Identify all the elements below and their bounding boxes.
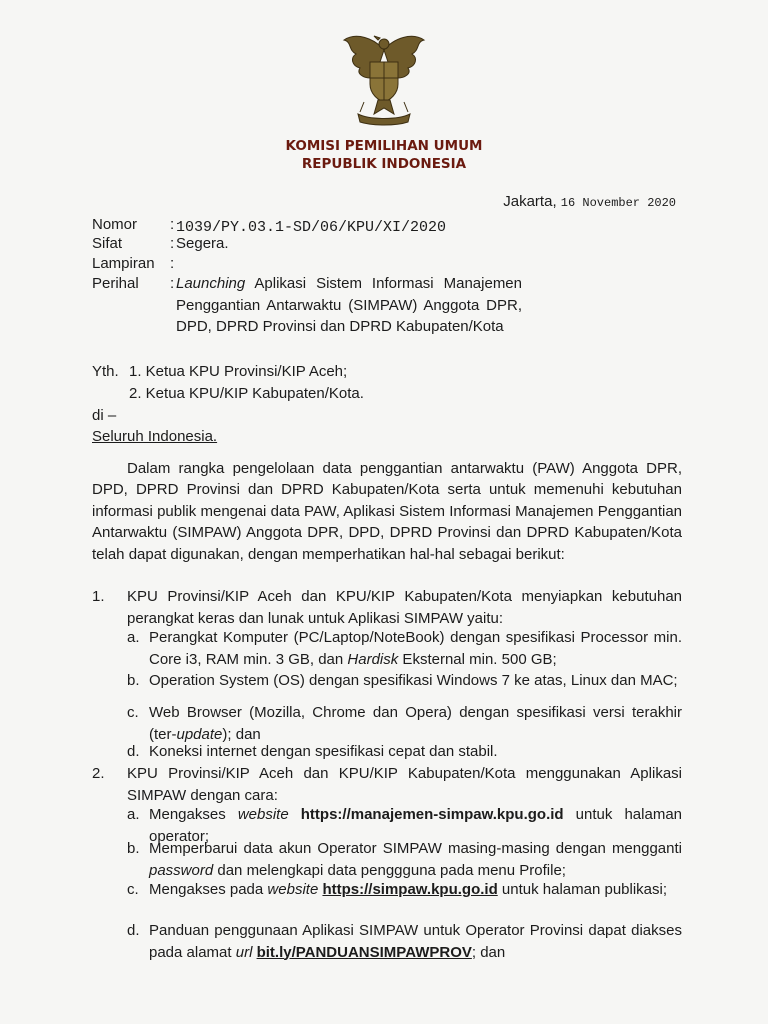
- date-value: 16 November 2020: [560, 196, 676, 210]
- item-1c-label: c.: [127, 704, 139, 721]
- item-2-number: 2.: [92, 765, 105, 782]
- nomor-value: 1039/PY.03.1-SD/06/KPU/XI/2020: [176, 219, 447, 236]
- item-2c-text: Mengakses pada website https://simpaw.kpu.go.id untuk halaman publikasi;: [149, 881, 668, 898]
- item-2d-label: d.: [127, 922, 140, 939]
- recipient-1: 1. Ketua KPU Provinsi/KIP Aceh;: [129, 363, 348, 380]
- item-1-number: 1.: [92, 588, 105, 605]
- address-place: Seluruh Indonesia.: [92, 428, 218, 445]
- garuda-emblem-icon: [334, 28, 434, 128]
- perihal-value: [176, 273, 522, 338]
- intro-paragraph: Dalam rangka pengelolaan data penggantian antarwaktu (PAW) Anggota DPR, DPD, DPRD Provinsi dan DPRD Kabupaten/Kota serta untuk memenuhi kebutuhan informasi publik mengenai data PAW, Aplikasi Sistem Informasi Manajemen Penggantian Antarwaktu (SIMPAW) Anggota DPR, DPD, DPRD Provinsi dan DPRD Kabupaten/Kota telah dapat digunakan, dengan memperhatikan hal-hal sebagai berikut:: [92, 460, 682, 563]
- item-2b-label: b.: [127, 840, 140, 857]
- item-1b-text: Operation System (OS) dengan spesifikasi Windows 7 ke atas, Linux dan MAC;: [149, 672, 678, 689]
- item-1c-text: Web Browser (Mozilla, Chrome dan Opera) dengan spesifikasi versi terakhir (ter-update); dan: [149, 704, 682, 743]
- item-1d-label: d.: [127, 743, 140, 760]
- item-1-text: KPU Provinsi/KIP Aceh dan KPU/KIP Kabupaten/Kota menyiapkan kebutuhan perangkat keras dan lunak untuk Aplikasi SIMPAW yaitu:: [127, 588, 682, 627]
- item-2b-text: Memperbarui data akun Operator SIMPAW masing-masing dengan mengganti password dan melengkapi data penggguna pada menu Profile;: [149, 840, 682, 879]
- item-1a-label: a.: [127, 629, 140, 646]
- perihal-colon: :: [170, 275, 175, 292]
- item-2-text: KPU Provinsi/KIP Aceh dan KPU/KIP Kabupaten/Kota menggunakan Aplikasi SIMPAW dengan cara:: [127, 765, 682, 804]
- manajemen-simpaw-link[interactable]: https://manajemen-simpaw.kpu.go.id: [300, 806, 564, 823]
- lampiran-label: Lampiran: [92, 255, 155, 272]
- item-1b-label: b.: [127, 672, 140, 689]
- panduan-link[interactable]: bit.ly/PANDUANSIMPAWPROV: [256, 943, 472, 961]
- simpaw-link[interactable]: https://simpaw.kpu.go.id: [322, 881, 498, 898]
- lampiran-colon: :: [170, 255, 175, 272]
- sifat-label: Sifat: [92, 235, 123, 252]
- date-place: Jakarta,: [503, 193, 557, 210]
- item-2d-text: Panduan penggunaan Aplikasi SIMPAW untuk Operator Provinsi dapat diakses pada alamat url bit.ly/PANDUANSIMPAWPROV; dan: [149, 922, 682, 961]
- org-name-line1: KOMISI PEMILIHAN UMUM: [285, 138, 483, 154]
- letter-date: [503, 193, 676, 210]
- sifat-value: Segera.: [176, 235, 229, 252]
- item-2a-text: Mengakses website https://manajemen-simpaw.kpu.go.id untuk halaman operator;: [149, 806, 682, 845]
- sifat-colon: :: [170, 235, 175, 252]
- item-2a-label: a.: [127, 806, 140, 823]
- recipient-2: 2. Ketua KPU/KIP Kabupaten/Kota.: [129, 385, 364, 402]
- item-1d-text: Koneksi internet dengan spesifikasi cepat dan stabil.: [149, 743, 498, 760]
- yth-label: Yth.: [92, 363, 119, 380]
- di-label: di –: [92, 407, 117, 424]
- nomor-label: Nomor: [92, 216, 138, 233]
- nomor-colon: :: [170, 216, 175, 233]
- item-1a-text: Perangkat Komputer (PC/Laptop/NoteBook) dengan spesifikasi Processor min. Core i3, RAM min. 3 GB, dan Hardisk Eksternal min. 500 GB;: [149, 629, 682, 668]
- perihal-rest: Aplikasi Sistem Informasi Manajemen Penggantian Antarwaktu (SIMPAW) Anggota DPR, DPD, DPRD Provinsi dan DPRD Kabupaten/Kota: [176, 275, 522, 335]
- perihal-italic: Launching: [176, 275, 246, 292]
- perihal-label: Perihal: [92, 275, 139, 292]
- org-name-line2: REPUBLIK INDONESIA: [301, 156, 467, 172]
- item-2c-label: c.: [127, 881, 139, 898]
